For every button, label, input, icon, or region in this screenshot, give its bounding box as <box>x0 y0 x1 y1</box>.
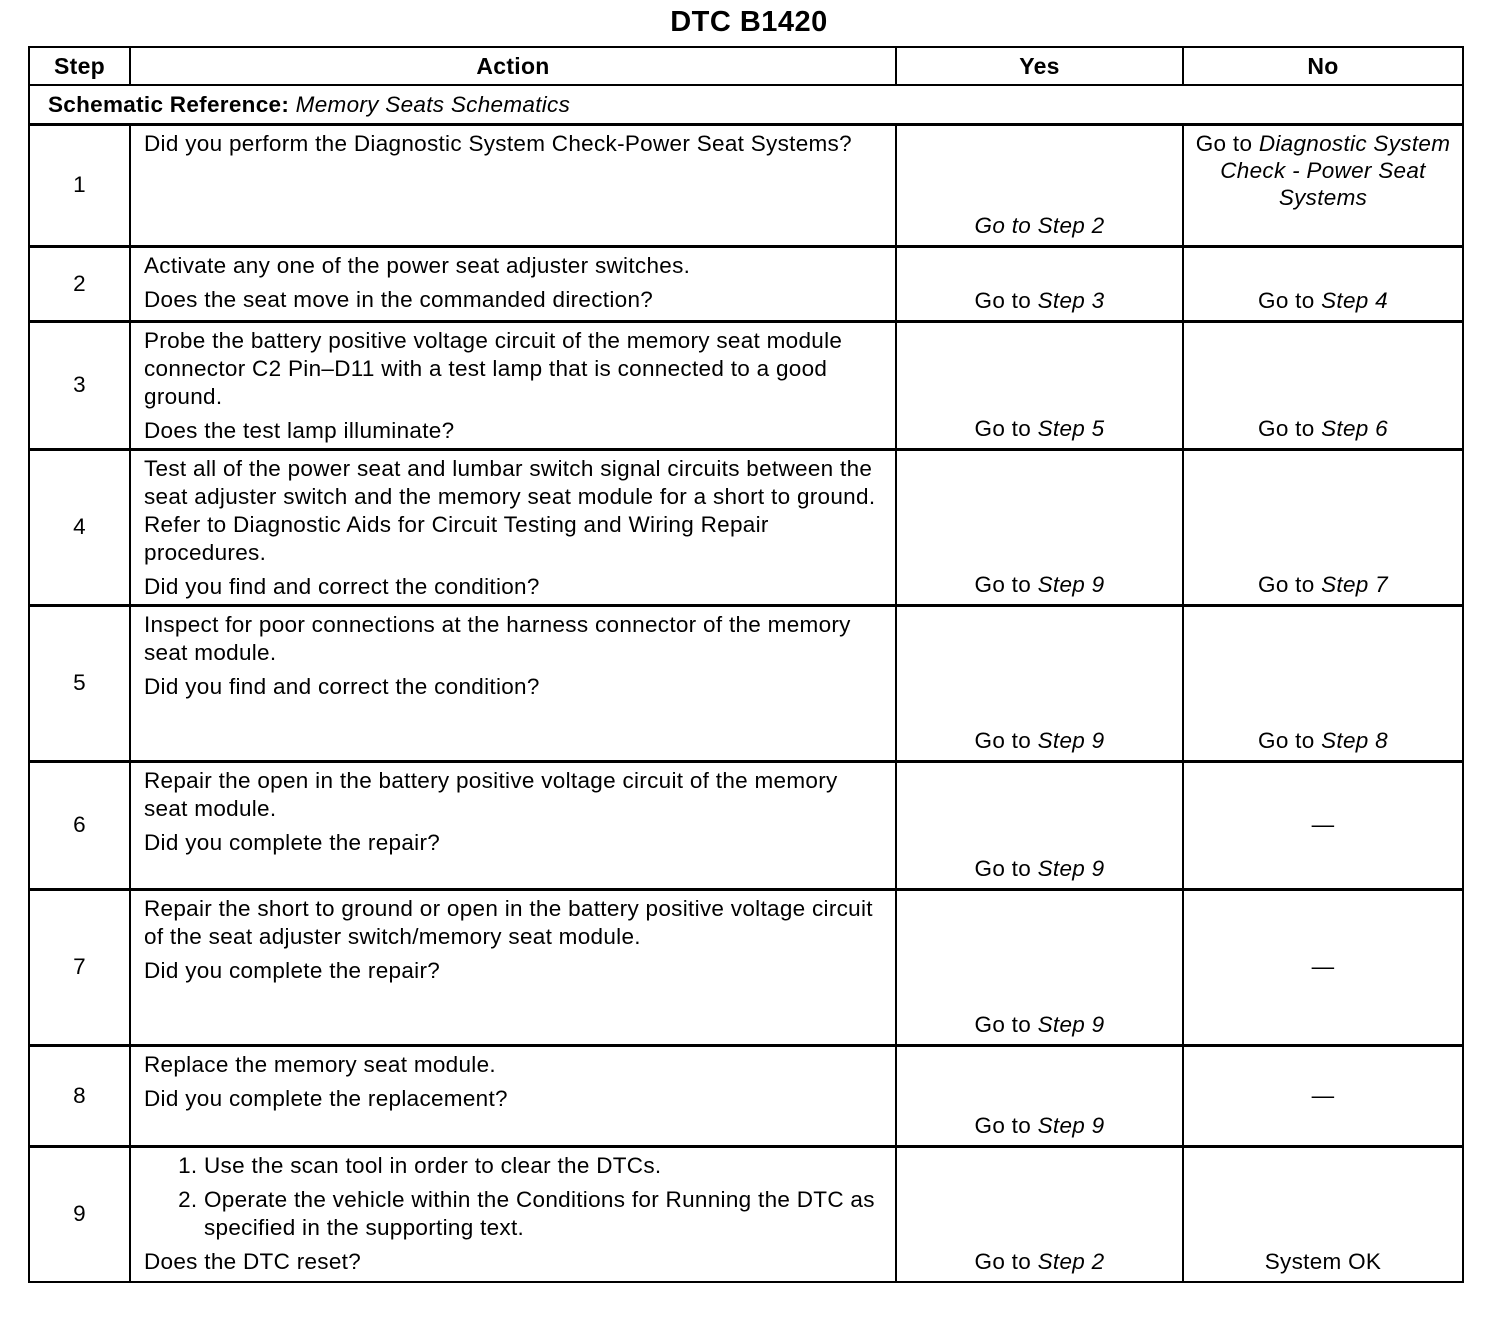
table-row <box>29 1045 1463 1146</box>
no-cell <box>1183 449 1463 605</box>
action-cell <box>130 1146 896 1282</box>
yes-link[interactable]: Step 9 <box>1037 855 1105 881</box>
yes-prefix: Go to <box>974 1112 1038 1138</box>
header-action: Action <box>130 47 896 85</box>
action-question: Does the test lamp illuminate? <box>144 417 455 443</box>
action-text: Inspect for poor connections at the harness connector of the memory seat module. <box>144 611 851 665</box>
yes-cell <box>896 605 1183 761</box>
no-prefix: Go to <box>1258 727 1322 753</box>
table-row <box>29 889 1463 1045</box>
step-number: 7 <box>29 889 130 1045</box>
yes-link[interactable]: Step 9 <box>1037 571 1105 597</box>
yes-prefix: Go to <box>974 287 1038 313</box>
action-text: Activate any one of the power seat adjuster switches. <box>144 252 691 278</box>
action-question: Did you complete the repair? <box>144 957 441 983</box>
action-text: Repair the open in the battery positive voltage circuit of the memory seat module. <box>144 767 838 821</box>
no-cell <box>1183 761 1463 889</box>
no-dash: — <box>1311 1082 1335 1108</box>
action-question: Did you complete the replacement? <box>144 1085 508 1111</box>
action-cell <box>130 889 896 1045</box>
no-dash: — <box>1311 812 1335 837</box>
no-link[interactable]: Step 6 <box>1321 415 1388 441</box>
no-prefix: Go to <box>1258 415 1322 441</box>
numbered-steps <box>144 1152 885 1242</box>
action-cell <box>130 761 896 889</box>
yes-link[interactable]: Step 3 <box>1037 287 1105 313</box>
table-row <box>29 1146 1463 1282</box>
table-row <box>29 124 1463 246</box>
action-question: Did you find and correct the condition? <box>144 673 540 699</box>
yes-link[interactable]: Step 9 <box>1037 1112 1105 1138</box>
action-cell <box>130 1045 896 1146</box>
yes-cell <box>896 124 1183 246</box>
yes-cell <box>896 761 1183 889</box>
no-link[interactable]: Step 7 <box>1321 571 1388 597</box>
no-cell <box>1183 246 1463 321</box>
no-prefix: Go to <box>1258 571 1322 597</box>
list-item: 1. Use the scan tool in order to clear the DTCs. <box>204 1152 885 1180</box>
yes-cell <box>896 889 1183 1045</box>
no-cell <box>1183 605 1463 761</box>
schematic-reference <box>29 85 1463 124</box>
yes-prefix: Go to <box>974 571 1038 597</box>
yes-cell <box>896 321 1183 449</box>
action-text: Replace the memory seat module. <box>144 1051 496 1077</box>
action-question: Does the seat move in the commanded direction? <box>144 286 654 312</box>
schematic-reference-link[interactable]: Memory Seats Schematics <box>295 92 571 117</box>
no-cell <box>1183 321 1463 449</box>
schematic-reference-row <box>29 85 1463 124</box>
no-cell <box>1183 1146 1463 1282</box>
no-result: System OK <box>1264 1249 1382 1274</box>
no-link[interactable]: Diagnostic System Check - Power Seat Systems <box>1220 130 1451 210</box>
step-number: 9 <box>29 1146 130 1282</box>
header-no: No <box>1183 47 1463 85</box>
page-title: DTC B1420 <box>670 6 828 38</box>
step-number: 3 <box>29 321 130 449</box>
no-prefix: Go to <box>1195 130 1259 156</box>
step-number: 2 <box>29 246 130 321</box>
no-link[interactable]: Step 8 <box>1321 727 1388 753</box>
no-cell <box>1183 1045 1463 1146</box>
yes-prefix: Go to <box>974 1249 1038 1274</box>
step-number: 5 <box>29 605 130 761</box>
yes-link[interactable]: Go to Step 2 <box>974 212 1105 238</box>
action-cell <box>130 449 896 605</box>
yes-prefix: Go to <box>974 415 1038 441</box>
table-row <box>29 761 1463 889</box>
schematic-reference-label: Schematic Reference: <box>48 92 290 117</box>
no-link[interactable]: Step 4 <box>1321 287 1388 313</box>
action-cell <box>130 246 896 321</box>
table-row <box>29 605 1463 761</box>
yes-link[interactable]: Step 9 <box>1037 1011 1105 1037</box>
table-header-row <box>29 47 1463 85</box>
action-question: Does the DTC reset? <box>144 1248 362 1274</box>
header-yes: Yes <box>896 47 1183 85</box>
yes-cell <box>896 1045 1183 1146</box>
action-text: Did you perform the Diagnostic System Check-Power Seat Systems? <box>144 130 852 156</box>
yes-cell <box>896 449 1183 605</box>
action-text: Test all of the power seat and lumbar switch signal circuits between the seat adjuster switch and the memory seat module for a short to ground. Refer to Diagnostic Aids for Circuit Testing and Wiring Repair procedures. <box>144 455 876 565</box>
step-number: 1 <box>29 124 130 246</box>
diagnostic-table <box>28 46 1464 1283</box>
action-text: Probe the battery positive voltage circuit of the memory seat module connector C2 Pin–D11 with a test lamp that is connected to a good ground. <box>144 327 843 409</box>
no-dash: — <box>1311 954 1335 979</box>
yes-prefix: Go to <box>974 855 1038 881</box>
table-row <box>29 449 1463 605</box>
yes-link[interactable]: Step 5 <box>1037 415 1105 441</box>
no-cell <box>1183 889 1463 1045</box>
step-number: 8 <box>29 1045 130 1146</box>
no-cell <box>1183 124 1463 246</box>
no-prefix: Go to <box>1258 287 1322 313</box>
action-text: Repair the short to ground or open in the battery positive voltage circuit of the seat adjuster switch/memory seat module. <box>144 895 873 949</box>
yes-link[interactable]: Step 9 <box>1037 727 1105 753</box>
table-row <box>29 246 1463 321</box>
action-question: Did you find and correct the condition? <box>144 573 540 599</box>
yes-link[interactable]: Step 2 <box>1037 1249 1105 1274</box>
yes-prefix: Go to <box>974 727 1038 753</box>
action-question: Did you complete the repair? <box>144 829 441 855</box>
yes-cell <box>896 246 1183 321</box>
step-number: 4 <box>29 449 130 605</box>
yes-cell <box>896 1146 1183 1282</box>
action-cell <box>130 124 896 246</box>
table-row <box>29 321 1463 449</box>
action-cell <box>130 605 896 761</box>
header-step: Step <box>29 47 130 85</box>
yes-prefix: Go to <box>974 1011 1038 1037</box>
step-number: 6 <box>29 761 130 889</box>
list-item: 2. Operate the vehicle within the Conditions for Running the DTC as specified in the supporting text. <box>204 1186 885 1242</box>
action-cell <box>130 321 896 449</box>
